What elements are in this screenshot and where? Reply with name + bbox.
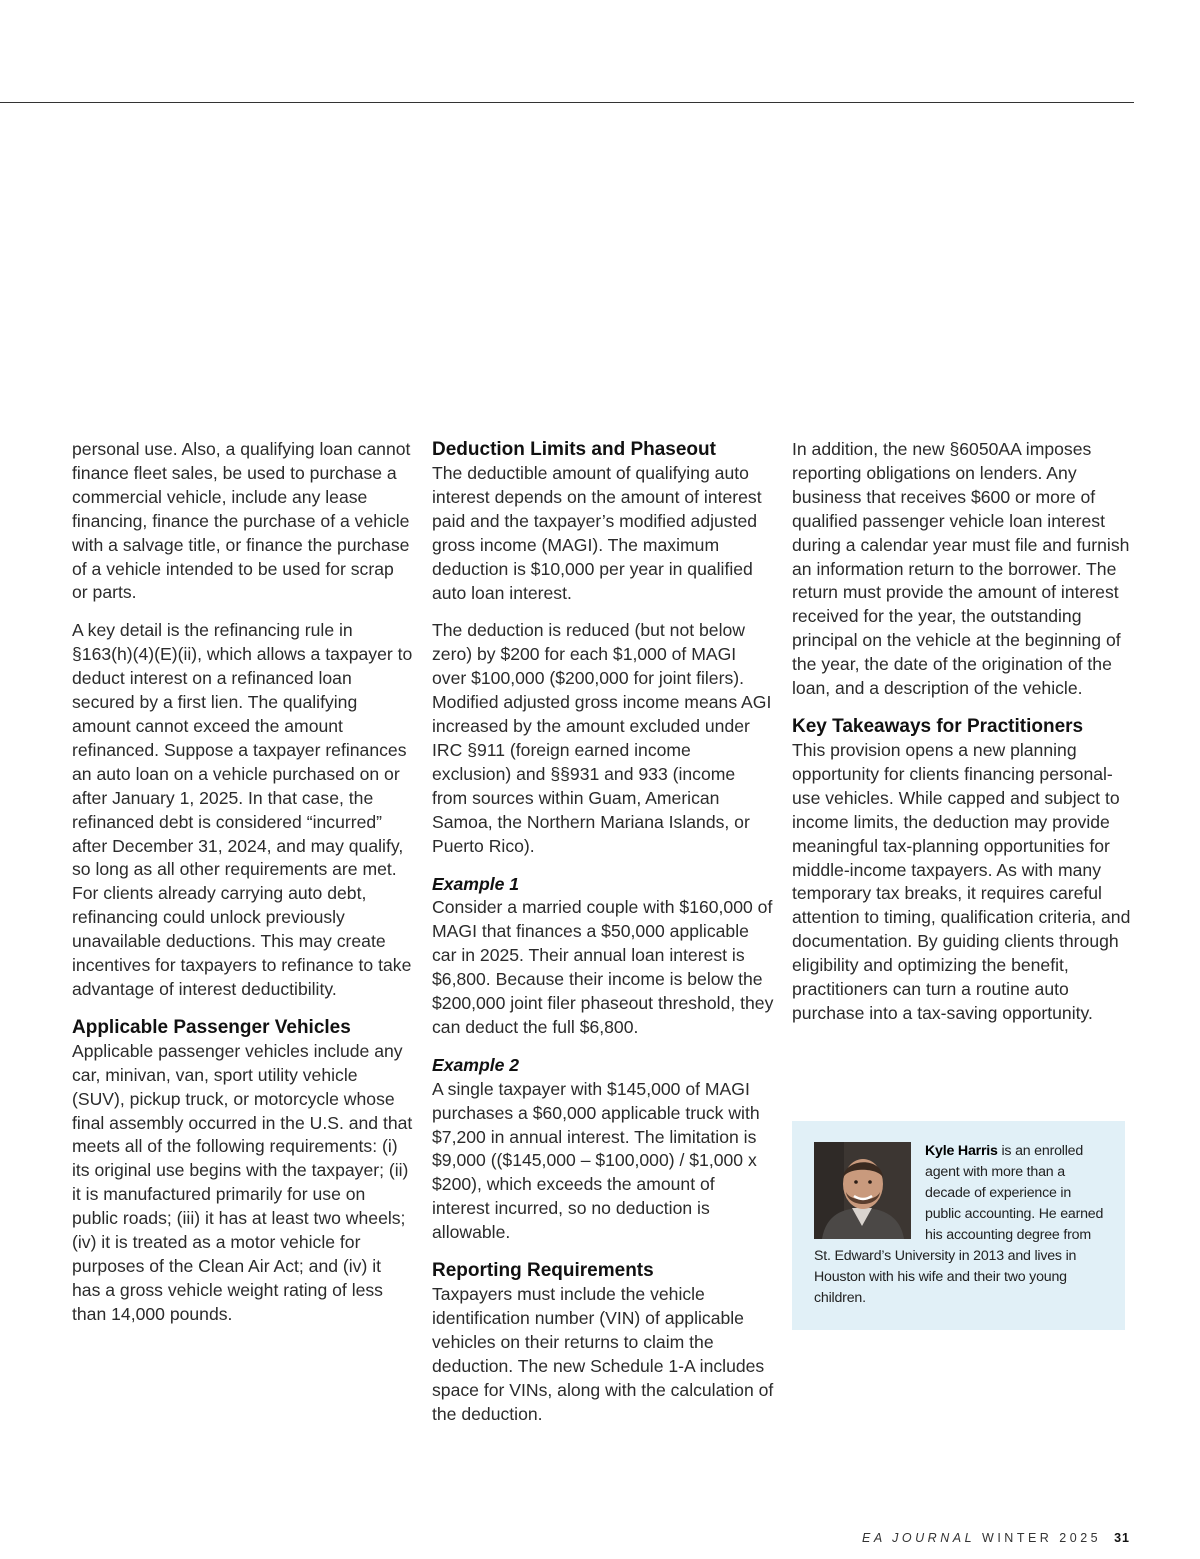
section-heading-deduction-limits: Deduction Limits and Phaseout [432,439,716,460]
body-paragraph: The deductible amount of qualifying auto interest depends on the amount of interest paid and the taxpayer’s modified adjusted gross income (MAGI). The maximum deduction is $10,000 per year in qualified auto loan interest. [432,463,762,603]
section-heading-reporting: Reporting Requirements [432,1260,654,1282]
body-paragraph: personal use. Also, a qualifying loan cannot finance fleet sales, be used to purchase a commercial vehicle, include any lease financing, finance the purchase of a vehicle with a salvage title, or finance the purchase of a vehicle intended to be used for scrap or parts. [72,439,411,603]
footer-journal-name: EA JOURNAL [862,1531,976,1545]
body-paragraph: This provision opens a new planning opportunity for clients financing personal-use vehicles. While capped and subject to income limits, the deduction may provide meaningful tax-planning opportunities for middle-income taxpayers. As with many temporary tax breaks, it requires careful attention to timing, qualification criteria, and documentation. By guiding clients through eligibility and optimizing the benefit, practitioners can turn a routine auto purchase into a tax-saving opportunity. [792,739,1131,1023]
section-heading-applicable-vehicles: Applicable Passenger Vehicles [72,1016,351,1038]
page-footer [862,1531,1130,1545]
body-paragraph: The deduction is reduced (but not below zero) by $200 for each $1,000 of MAGI over $100,000 ($200,000 for joint filers). Modified adjusted gross income means AGI increased by the amount excluded under IRC §911 (foreign earned income exclusion) and §§931 and 933 (income from sources within Guam, American Samoa, the Northern Mariana Islands, or Puerto Rico). [432,620,772,856]
author-bio-description: is an enrolled agent with more than a decade of experience in public accounting. He earned his accounting degree from St. Edward’s University in 2013 and lives in Houston with his wife and their two young children. [814,1143,1104,1306]
page-number: 31 [1114,1531,1130,1545]
article-column-2 [432,438,774,1441]
author-portrait-icon [814,1142,911,1239]
body-paragraph: A key detail is the refinancing rule in §163(h)(4)(E)(ii), which allows a taxpayer to deduct interest on a refinanced loan secured by a first lien. The qualifying amount cannot exceed the amount refinanced. Suppose a taxpayer refinances an auto loan on a vehicle purchased on or after January 1, 2025. In that case, the refinanced debt is considered “incurred” after December 31, 2024, and may qualify, so long as all other requirements are met. For clients already carrying auto debt, refinancing could unlock previously unavailable deductions. This may create incentives for taxpayers to refinance to take advantage of interest deductibility. [72,620,413,999]
body-paragraph: A single taxpayer with $145,000 of MAGI purchases a $60,000 applicable truck with $7,200 in annual interest. The limitation is $9,000 (($145,000 – $100,000) / $1,000 x $200), which exceeds the amount of interest incurred, so no deduction is allowable. [432,1078,760,1243]
author-photo [814,1142,911,1239]
example-heading-2: Example 2 [432,1054,520,1075]
example-heading-1: Example 1 [432,873,520,894]
footer-issue: WINTER 2025 [982,1531,1102,1545]
section-heading-takeaways: Key Takeaways for Practitioners [792,715,1084,737]
article-column-3 [792,438,1134,1040]
author-bio-box [792,1121,1125,1330]
body-paragraph: Consider a married couple with $160,000 of MAGI that finances a $50,000 applicable car in 2025. Their annual loan interest is $6,800. Because their income is below the $200,000 joint filer phaseout threshold, they can deduct the full $6,800. [432,897,774,1037]
article-column-1 [72,438,414,1341]
body-paragraph: In addition, the new §6050AA imposes reporting obligations on lenders. Any business that receives $600 or more of qualified passenger vehicle loan interest during a calendar year must file and furnish an information return to the borrower. The return must provide the amount of interest received for the year, the outstanding principal on the vehicle at the beginning of the year, the date of the origination of the loan, and a description of the vehicle. [792,439,1130,699]
author-name: Kyle Harris [925,1143,998,1159]
body-paragraph: Taxpayers must include the vehicle identification number (VIN) of applicable vehicles on their returns to claim the deduction. The new Schedule 1-A includes space for VINs, along with the calculation of the deduction. [432,1284,774,1424]
body-paragraph: Applicable passenger vehicles include any car, minivan, van, sport utility vehicle (SUV), pickup truck, or motorcycle whose final assembly occurred in the U.S. and that meets all of the following requirements: (i) its original use begins with the taxpayer; (ii) it is manufactured primarily for use on public roads; (iii) it has at least two wheels; (iv) it is treated as a motor vehicle for purposes of the Clean Air Act; and (iv) it has a gross vehicle weight rating of less than 14,000 pounds. [72,1040,413,1324]
header-rule [0,102,1134,103]
